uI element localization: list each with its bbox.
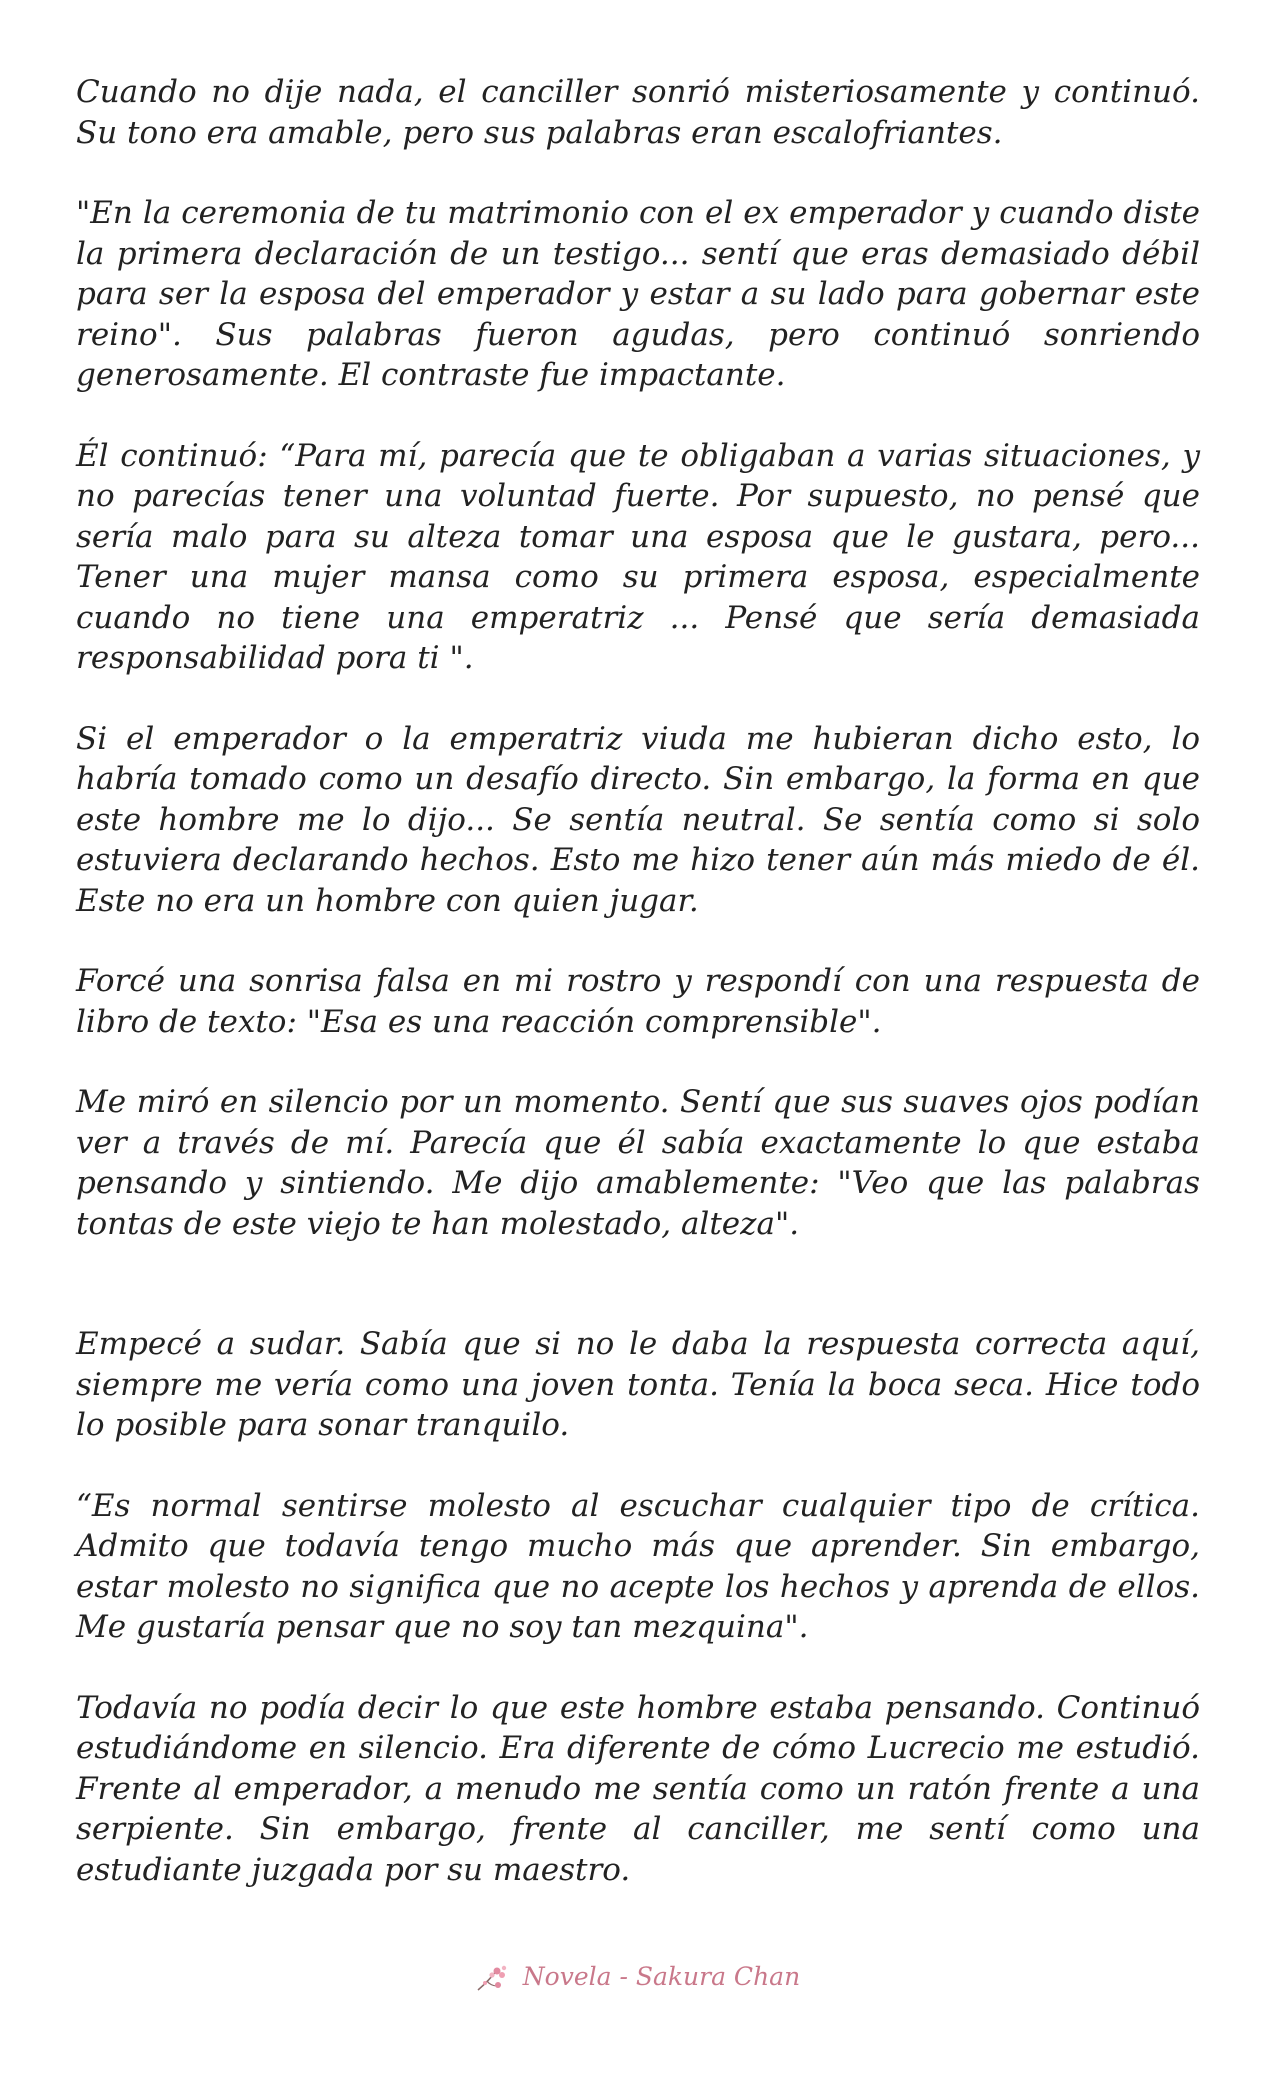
document-body: [76, 72, 1200, 1930]
footer-text: Novela - Sakura Chan: [522, 1962, 801, 1991]
paragraph-9: Todavía no podía decir lo que este hombre estaba pensando. Continuó estudiándome en silencio. Era diferente de cómo Lucrecio me estudió. Frente al emperador, a menudo me sentía como un ratón frente a una serpiente. Sin embargo, frente al canciller, me sentí como una estudiante juzgada por su maestro.: [76, 1689, 1200, 1888]
paragraph-3: Él continuó: “Para mí, parecía que te obligaban a varias situaciones, y no parecías tener una voluntad fuerte. Por supuesto, no pensé que sería malo para su alteza tomar una esposa que le gustara, pero... Tener una mujer mansa como su primera esposa, especialmente cuando no tiene una emperatriz ... Pensé que sería demasiada responsabilidad pora ti ".: [76, 437, 1200, 676]
cherry-blossom-icon: [475, 1964, 509, 1994]
paragraph-6: Me miró en silencio por un momento. Sentí que sus suaves ojos podían ver a través de mí. Parecía que él sabía exactamente lo que estaba pensando y sintiendo. Me dijo amablemente: "Veo que las palabras tontas de este viejo te han molestado, alteza".: [76, 1084, 1200, 1242]
paragraph-8: “Es normal sentirse molesto al escuchar cualquier tipo de crítica. Admito que todavía tengo mucho más que aprender. Sin embargo, estar molesto no significa que no acepte los hechos y aprenda de ellos. Me gustaría pensar que no soy tan mezquina".: [76, 1487, 1200, 1645]
paragraph-5: Forcé una sonrisa falsa en mi rostro y respondí con una respuesta de libro de texto: "Esa es una reacción comprensible".: [76, 963, 1200, 1040]
paragraph-2: "En la ceremonia de tu matrimonio con el ex emperador y cuando diste la primera declaración de un testigo... sentí que eras demasiado débil para ser la esposa del emperador y estar a su lado para gobernar este reino". Sus palabras fueron agudas, pero continuó sonriendo generosamente. El contraste fue impactante.: [76, 195, 1200, 393]
paragraph-1: Cuando no dije nada, el canciller sonrió misteriosamente y continuó. Su tono era amable, pero sus palabras eran escalofriantes.: [76, 74, 1200, 151]
paragraph-4: Si el emperador o la emperatriz viuda me hubieran dicho esto, lo habría tomado como un desafío directo. Sin embargo, la forma en que este hombre me lo dijo... Se sentía neutral. Se sentía como si solo estuviera declarando hechos. Esto me hizo tener aún más miedo de él. Este no era un hombre con quien jugar.: [76, 720, 1200, 919]
footer-watermark: [0, 1962, 1275, 1994]
paragraph-7: Empecé a sudar. Sabía que si no le daba la respuesta correcta aquí, siempre me vería como una joven tonta. Tenía la boca seca. Hice todo lo posible para sonar tranquilo.: [76, 1326, 1200, 1443]
